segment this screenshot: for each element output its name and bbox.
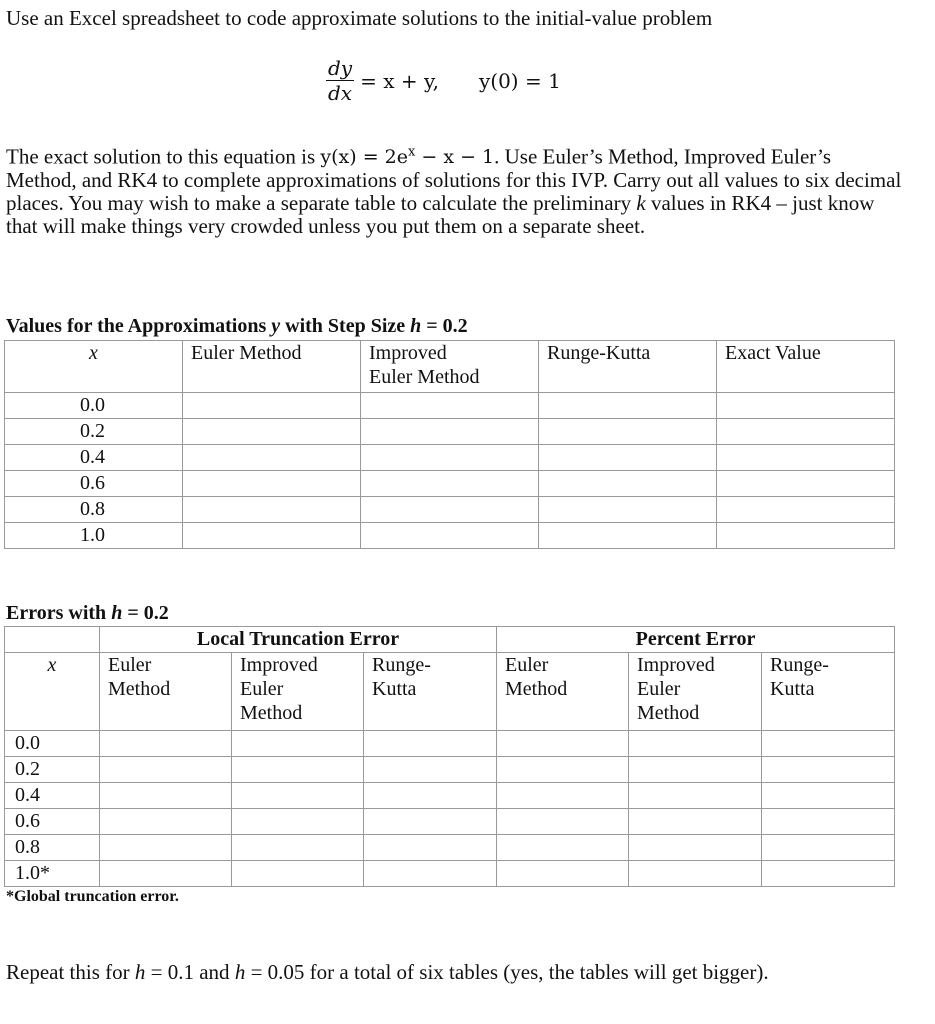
pe-header-rk-line2: Kutta <box>770 678 815 700</box>
table2-caption-post: = 0.2 <box>122 602 169 624</box>
table-row <box>5 471 895 497</box>
euler-cell[interactable] <box>183 445 361 471</box>
table1-header-improved-line1: Improved <box>369 342 447 364</box>
table1-header-runge-kutta: Runge-Kutta <box>539 341 717 393</box>
table2-caption-h: h <box>111 602 123 624</box>
euler-cell[interactable] <box>183 471 361 497</box>
x-value-cell: 0.2 <box>5 419 183 445</box>
euler-cell[interactable] <box>183 497 361 523</box>
exact-solution-main: y(x) = 2e <box>320 146 408 169</box>
closing-paragraph <box>6 961 886 984</box>
lte-rk-cell[interactable] <box>364 757 497 783</box>
runge-kutta-cell[interactable] <box>539 523 717 549</box>
table1-header-x: x <box>5 341 183 393</box>
improved-euler-cell[interactable] <box>361 523 539 549</box>
exact-value-cell[interactable] <box>717 471 895 497</box>
table2-caption-pre: Errors with <box>6 602 112 624</box>
table-row <box>5 731 895 757</box>
lte-improved-cell[interactable] <box>232 835 364 861</box>
euler-cell[interactable] <box>183 393 361 419</box>
initial-condition: y(0) = 1 <box>478 68 561 93</box>
lte-header-rk-line2: Kutta <box>372 678 417 700</box>
table-row <box>5 445 895 471</box>
lte-euler-cell[interactable] <box>100 783 232 809</box>
table1-header-row <box>5 341 895 393</box>
pe-rk-cell[interactable] <box>762 783 895 809</box>
pe-header-improved-line2: Euler <box>637 678 681 700</box>
x-value-cell: 0.2 <box>5 757 100 783</box>
table-row <box>5 419 895 445</box>
ivp-equation <box>326 56 561 105</box>
x-value-cell: 0.6 <box>5 471 183 497</box>
k-symbol: k <box>636 191 646 216</box>
lte-header-runge-kutta <box>364 653 497 731</box>
table1-caption-pre: Values for the Approximations <box>6 315 272 337</box>
runge-kutta-cell[interactable] <box>539 471 717 497</box>
lte-euler-cell[interactable] <box>100 757 232 783</box>
table-row <box>5 393 895 419</box>
table-row <box>5 783 895 809</box>
pe-rk-cell[interactable] <box>762 757 895 783</box>
table1-header-exact: Exact Value <box>717 341 895 393</box>
lte-improved-cell[interactable] <box>232 809 364 835</box>
lte-euler-cell[interactable] <box>100 861 232 887</box>
lte-header-improved-line1: Improved <box>240 654 318 676</box>
lte-header-euler-line1: Euler <box>108 654 152 676</box>
exact-solution-tail: − x − 1 <box>415 146 495 169</box>
table-row <box>5 497 895 523</box>
errors-table <box>4 626 895 887</box>
euler-cell[interactable] <box>183 419 361 445</box>
pe-header-euler-line1: Euler <box>505 654 549 676</box>
exact-solution <box>320 146 494 168</box>
x-value-cell: 0.8 <box>5 497 183 523</box>
lte-rk-cell[interactable] <box>364 731 497 757</box>
group-percent-error: Percent Error <box>497 627 895 653</box>
pe-improved-cell[interactable] <box>629 783 762 809</box>
lte-header-improved-line3: Method <box>240 702 303 724</box>
lte-header-rk-line1: Runge- <box>372 654 431 676</box>
table2-caption <box>6 602 169 625</box>
lte-header-improved-line2: Euler <box>240 678 284 700</box>
table2-header-x: x <box>5 653 100 731</box>
runge-kutta-cell[interactable] <box>539 497 717 523</box>
instructions-part2: . Use Euler’s Method, Improved Euler’s Method, and RK4 to complete approximations of solutions for this IVP. Carry out all values to six decimal places. You may wish to make a separate table to calculate the preliminary <box>6 144 902 216</box>
approximations-table <box>4 340 895 549</box>
exact-solution-exponent: x <box>407 145 416 160</box>
lte-euler-cell[interactable] <box>100 809 232 835</box>
table1-caption-mid: with Step Size <box>280 315 411 337</box>
lte-euler-cell[interactable] <box>100 835 232 861</box>
table2-group-row <box>5 627 895 653</box>
exact-value-cell[interactable] <box>717 419 895 445</box>
exact-value-cell[interactable] <box>717 445 895 471</box>
equation-rhs: = x + y, <box>360 68 439 93</box>
x-value-cell: 0.8 <box>5 835 100 861</box>
runge-kutta-cell[interactable] <box>539 419 717 445</box>
x-value-cell: 0.6 <box>5 809 100 835</box>
closing-part1: Repeat this for <box>6 960 135 984</box>
lte-header-euler <box>100 653 232 731</box>
pe-header-improved-line3: Method <box>637 702 700 724</box>
improved-euler-cell[interactable] <box>361 445 539 471</box>
table-row <box>5 835 895 861</box>
pe-rk-cell[interactable] <box>762 835 895 861</box>
closing-part3: = 0.05 for a total of six tables (yes, the tables will get bigger). <box>245 960 769 984</box>
closing-h2: h <box>234 960 246 984</box>
lte-improved-cell[interactable] <box>232 757 364 783</box>
group-local-truncation-error: Local Truncation Error <box>100 627 497 653</box>
lte-improved-cell[interactable] <box>232 731 364 757</box>
table-row <box>5 523 895 549</box>
table1-caption-post: = 0.2 <box>421 315 468 337</box>
pe-rk-cell[interactable] <box>762 731 895 757</box>
table1-caption-y: y <box>271 315 281 337</box>
lte-improved-cell[interactable] <box>232 861 364 887</box>
table1-header-improved <box>361 341 539 393</box>
table-row <box>5 809 895 835</box>
table-row <box>5 861 895 887</box>
lte-rk-cell[interactable] <box>364 835 497 861</box>
fraction-numerator: dy <box>328 56 353 80</box>
table1-caption-h: h <box>410 315 422 337</box>
x-value-cell: 0.0 <box>5 393 183 419</box>
pe-improved-cell[interactable] <box>629 809 762 835</box>
closing-h1: h <box>134 960 146 984</box>
improved-euler-cell[interactable] <box>361 393 539 419</box>
pe-euler-cell[interactable] <box>497 835 629 861</box>
table2-group-blank <box>5 627 100 653</box>
instructions-paragraph <box>6 141 906 238</box>
pe-euler-cell[interactable] <box>497 731 629 757</box>
table-row <box>5 757 895 783</box>
exact-value-cell[interactable] <box>717 523 895 549</box>
pe-header-runge-kutta <box>762 653 895 731</box>
pe-header-euler-line2: Method <box>505 678 568 700</box>
exact-value-cell[interactable] <box>717 497 895 523</box>
pe-header-improved <box>629 653 762 731</box>
x-value-cell: 1.0* <box>5 861 100 887</box>
table1-header-euler: Euler Method <box>183 341 361 393</box>
lte-rk-cell[interactable] <box>364 809 497 835</box>
improved-euler-cell[interactable] <box>361 471 539 497</box>
table1-caption <box>6 315 468 338</box>
lte-improved-cell[interactable] <box>232 783 364 809</box>
lte-rk-cell[interactable] <box>364 783 497 809</box>
x-value-cell: 1.0 <box>5 523 183 549</box>
footnote: *Global truncation error. <box>6 888 179 905</box>
pe-rk-cell[interactable] <box>762 809 895 835</box>
exact-value-cell[interactable] <box>717 393 895 419</box>
euler-cell[interactable] <box>183 523 361 549</box>
lte-header-euler-line2: Method <box>108 678 171 700</box>
improved-euler-cell[interactable] <box>361 419 539 445</box>
derivative-fraction <box>326 56 354 105</box>
pe-header-improved-line1: Improved <box>637 654 715 676</box>
lte-header-improved <box>232 653 364 731</box>
pe-euler-cell[interactable] <box>497 861 629 887</box>
pe-header-euler <box>497 653 629 731</box>
pe-improved-cell[interactable] <box>629 757 762 783</box>
lte-rk-cell[interactable] <box>364 861 497 887</box>
pe-rk-cell[interactable] <box>762 861 895 887</box>
table1-header-improved-line2: Euler Method <box>369 366 480 388</box>
improved-euler-cell[interactable] <box>361 497 539 523</box>
runge-kutta-cell[interactable] <box>539 445 717 471</box>
pe-improved-cell[interactable] <box>629 861 762 887</box>
pe-euler-cell[interactable] <box>497 757 629 783</box>
instructions-part3: values in RK4 – just know that will make things very crowded unless you put them on a separate sheet. <box>6 191 875 239</box>
pe-improved-cell[interactable] <box>629 835 762 861</box>
table2-header-row <box>5 653 895 731</box>
runge-kutta-cell[interactable] <box>539 393 717 419</box>
pe-euler-cell[interactable] <box>497 783 629 809</box>
instructions-part1: The exact solution to this equation is <box>6 144 321 169</box>
pe-improved-cell[interactable] <box>629 731 762 757</box>
x-value-cell: 0.0 <box>5 731 100 757</box>
intro-text: Use an Excel spreadsheet to code approximate solutions to the initial-value problem <box>6 6 713 30</box>
fraction-denominator: dx <box>328 81 353 105</box>
x-value-cell: 0.4 <box>5 783 100 809</box>
x-value-cell: 0.4 <box>5 445 183 471</box>
pe-euler-cell[interactable] <box>497 809 629 835</box>
closing-part2: = 0.1 and <box>145 960 235 984</box>
pe-header-rk-line1: Runge- <box>770 654 829 676</box>
lte-euler-cell[interactable] <box>100 731 232 757</box>
